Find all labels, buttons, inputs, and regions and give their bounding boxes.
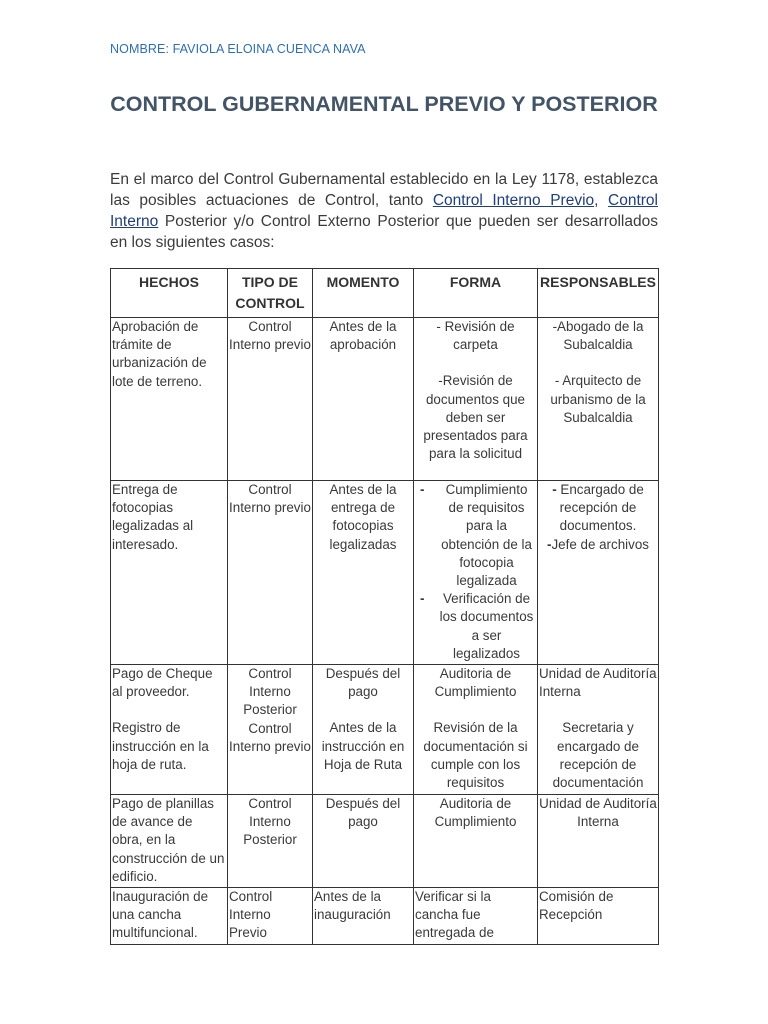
cell-hechos: Pago de Cheque al proveedor. Registro de instrucción en la hoja de ruta. [111,665,228,795]
intro-separator: , [594,192,609,209]
cell-tipo: Control Interno Previo [228,888,313,945]
cell-momento: Después del pago Antes de la instrucción en Hoja de Ruta [313,665,414,795]
forma-item: - Verificación de los documentos a ser legalizados [415,590,536,663]
header-forma: FORMA [414,269,538,318]
cell-responsables: Comisión de Recepción [538,888,659,945]
intro-paragraph [110,169,658,253]
header-responsables: RESPONSABLES [538,269,659,318]
cell-hechos: Inauguración de una cancha multifuncional. [111,888,228,945]
link-control-interno[interactable]: Control Interno [110,192,658,230]
cell-tipo: Control Interno previo [228,481,313,665]
responsable-item: - Arquitecto de urbanismo de la Subalcaldia [550,373,646,425]
forma-item: - Revisión de carpeta [436,319,515,353]
cell-momento: Después del pago [313,795,414,888]
cell-forma: Auditoria de Cumplimiento [414,795,538,888]
bullet-dash: - [547,536,552,552]
cell-momento: Antes de la entrega de fotocopias legalizadas [313,481,414,665]
bullet-dash: - [552,482,557,497]
author-name: NOMBRE: FAVIOLA ELOINA CUENCA NAVA [110,42,366,56]
cell-tipo: Control Interno Posterior [228,795,313,888]
responsable-item: -Abogado de la Subalcaldia [552,319,644,353]
responsable-item: - Encargado de recepción de documentos. [552,482,644,534]
cell-forma: Auditoria de Cumplimiento Revisión de la documentación si cumple con los requisitos [414,665,538,795]
table-row [111,888,659,945]
bullet-dash: - [420,591,425,607]
table-header-row [111,269,659,318]
table-row [111,318,659,481]
responsable-item: -Jefe de archivos [547,536,649,552]
cell-tipo: Control Interno Posterior Control Interno previo [228,665,313,795]
cell-hechos: Entrega de fotocopias legalizadas al interesado. [111,481,228,665]
document-title: CONTROL GUBERNAMENTAL PREVIO Y POSTERIOR [110,92,658,116]
cell-responsables: Unidad de Auditoría Interna [538,795,659,888]
table-row [111,665,659,795]
cell-tipo: Control Interno previo [228,318,313,481]
header-tipo-de-control: TIPO DE CONTROL [228,269,313,318]
control-table [110,268,659,945]
cell-responsables: Unidad de Auditoría Interna Secretaria y encargado de recepción de documentación [538,665,659,795]
forma-item: - Cumplimiento de requisitos para la obtención de la fotocopia legalizada [415,481,536,590]
cell-forma: Verificar si la cancha fue entregada de [414,888,538,945]
cell-responsables [538,318,659,481]
header-momento: MOMENTO [313,269,414,318]
header-hechos: HECHOS [111,269,228,318]
table-row [111,481,659,665]
intro-text-2: Posterior y/o Control Externo Posterior que pueden ser desarrollados en los siguientes casos: [110,213,658,251]
cell-forma [414,481,538,665]
cell-hechos: Aprobación de trámite de urbanización de lote de terreno. [111,318,228,481]
forma-item: -Revisión de documentos que deben ser presentados para para la solicitud [423,373,528,462]
cell-momento: Antes de la aprobación [313,318,414,481]
cell-responsables [538,481,659,665]
cell-momento: Antes de la inauguración [313,888,414,945]
cell-forma [414,318,538,481]
cell-hechos: Pago de planillas de avance de obra, en la construcción de un edificio. [111,795,228,888]
bullet-dash: - [420,482,425,497]
table-row [111,795,659,888]
intro-text-1: En el marco del Control Gubernamental establecido en la Ley 1178, establezca las posibles actuaciones de Control, tanto [110,171,658,209]
link-control-interno-previo[interactable]: Control Interno Previo [432,192,595,209]
